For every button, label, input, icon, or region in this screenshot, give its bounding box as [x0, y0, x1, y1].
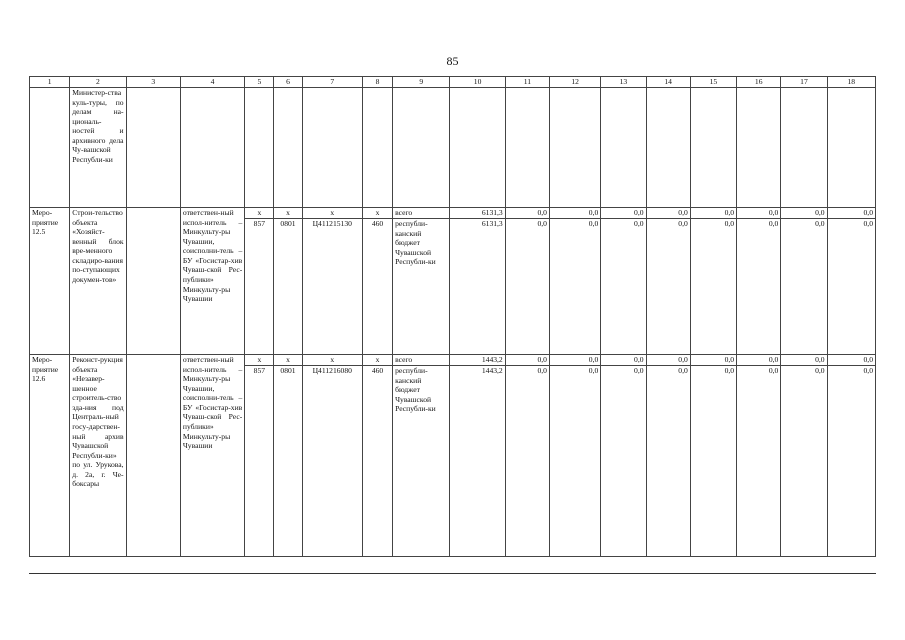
- year-value-cell: 0,0: [737, 366, 781, 557]
- year-value-cell: 0,0: [737, 355, 781, 366]
- event-name-cell: Реконст-рукция объекта «Незавер-шенное строитель-ство зда-ния под Централь-ный госу-дарствен-ный архив Чувашской Республи-ки» по ул. Урукова, д. 2а, г. Че-боксары: [70, 355, 126, 557]
- csr-cell: Ц411216080: [302, 366, 362, 557]
- csr-cell: x: [302, 208, 362, 219]
- col-header: 7: [302, 77, 362, 88]
- year-value-cell: 0,0: [737, 208, 781, 219]
- year-value-cell: 0,0: [549, 366, 600, 557]
- year-value-cell: 0,0: [781, 366, 827, 557]
- rzpr-cell: x: [274, 208, 302, 219]
- col-header: 12: [549, 77, 600, 88]
- year-value-cell: 0,0: [781, 355, 827, 366]
- total-cell: 1443,2: [450, 355, 505, 366]
- column-number-row: [30, 77, 876, 88]
- vr-cell: x: [362, 208, 392, 219]
- year-value-cell: 0,0: [690, 366, 736, 557]
- rzpr-cell: 0801: [274, 219, 302, 355]
- year-value-cell: 0,0: [601, 366, 646, 557]
- grbs-cell: 857: [245, 219, 274, 355]
- col-header: 13: [601, 77, 646, 88]
- year-value-cell: 0,0: [646, 355, 690, 366]
- year-value-cell: 0,0: [827, 355, 875, 366]
- page-number: 85: [446, 54, 459, 68]
- col-header: 10: [450, 77, 505, 88]
- year-value-cell: 0,0: [601, 208, 646, 219]
- grbs-cell: x: [245, 355, 274, 366]
- vr-cell: 460: [362, 366, 392, 557]
- total-cell: 1443,2: [450, 366, 505, 557]
- event-name-cell: Строи-тельство объекта «Хозяйст-венный блок вре-менного складиро-вания по-ступающих докумен-тов»: [70, 208, 126, 355]
- vr-cell: x: [362, 355, 392, 366]
- col-header: 8: [362, 77, 392, 88]
- year-value-cell: 0,0: [549, 219, 600, 355]
- total-cell: 6131,3: [450, 208, 505, 219]
- year-value-cell: 0,0: [601, 355, 646, 366]
- year-value-cell: 0,0: [827, 366, 875, 557]
- responsible-cell: ответствен-ный испол-нитель – Минкульту-ры Чувашии, соисполни-тель – БУ «Госистар-хив Чуваш-ской Рес-публики» Минкульту-ры Чувашии: [180, 208, 244, 355]
- source-cell: республи-канский бюджет Чувашской Республи-ки: [393, 219, 450, 355]
- col-header: 2: [70, 77, 126, 88]
- col-header: 1: [30, 77, 70, 88]
- total-cell: 6131,3: [450, 219, 505, 355]
- grbs-cell: x: [245, 208, 274, 219]
- year-value-cell: 0,0: [827, 219, 875, 355]
- event-status-cell: Меро-приятие 12.5: [30, 208, 70, 355]
- year-value-cell: 0,0: [601, 219, 646, 355]
- col-header: 4: [180, 77, 244, 88]
- year-value-cell: 0,0: [646, 366, 690, 557]
- year-value-cell: 0,0: [646, 219, 690, 355]
- budget-table: [29, 76, 876, 557]
- year-value-cell: 0,0: [549, 355, 600, 366]
- rzpr-cell: 0801: [274, 366, 302, 557]
- col-header: 16: [737, 77, 781, 88]
- year-value-cell: 0,0: [505, 366, 549, 557]
- rzpr-cell: x: [274, 355, 302, 366]
- year-value-cell: 0,0: [690, 219, 736, 355]
- continuation-row: [30, 88, 876, 208]
- source-cell: республи-канский бюджет Чувашской Республи-ки: [393, 366, 450, 557]
- empty-cell: [126, 208, 180, 355]
- year-value-cell: 0,0: [781, 208, 827, 219]
- empty-cell: [126, 355, 180, 557]
- event-total-row: [30, 355, 876, 366]
- source-cell: всего: [393, 208, 450, 219]
- source-cell: всего: [393, 355, 450, 366]
- event-status-cell: Меро-приятие 12.6: [30, 355, 70, 557]
- col-header: 6: [274, 77, 302, 88]
- year-value-cell: 0,0: [549, 208, 600, 219]
- col-header: 14: [646, 77, 690, 88]
- col-header: 11: [505, 77, 549, 88]
- col-header: 18: [827, 77, 875, 88]
- col-header: 3: [126, 77, 180, 88]
- year-value-cell: 0,0: [781, 219, 827, 355]
- year-value-cell: 0,0: [505, 219, 549, 355]
- continuation-name-cell: Министер-ства куль-туры, по делам на-циональ-ностей и архивного дела Чу-вашской Республи-ки: [70, 88, 126, 208]
- col-header: 5: [245, 77, 274, 88]
- csr-cell: x: [302, 355, 362, 366]
- responsible-cell: ответствен-ный испол-нитель – Минкульту-ры Чувашии, соисполни-тель – БУ «Госистар-хив Чуваш-ской Рес-публики» Минкульту-ры Чувашии: [180, 355, 244, 557]
- vr-cell: 460: [362, 219, 392, 355]
- year-value-cell: 0,0: [690, 208, 736, 219]
- event-total-row: [30, 208, 876, 219]
- year-value-cell: 0,0: [505, 208, 549, 219]
- col-header: 15: [690, 77, 736, 88]
- year-value-cell: 0,0: [505, 355, 549, 366]
- grbs-cell: 857: [245, 366, 274, 557]
- csr-cell: Ц411215130: [302, 219, 362, 355]
- year-value-cell: 0,0: [737, 219, 781, 355]
- bottom-rule: [29, 573, 876, 574]
- col-header: 9: [393, 77, 450, 88]
- year-value-cell: 0,0: [827, 208, 875, 219]
- year-value-cell: 0,0: [646, 208, 690, 219]
- year-value-cell: 0,0: [690, 355, 736, 366]
- col-header: 17: [781, 77, 827, 88]
